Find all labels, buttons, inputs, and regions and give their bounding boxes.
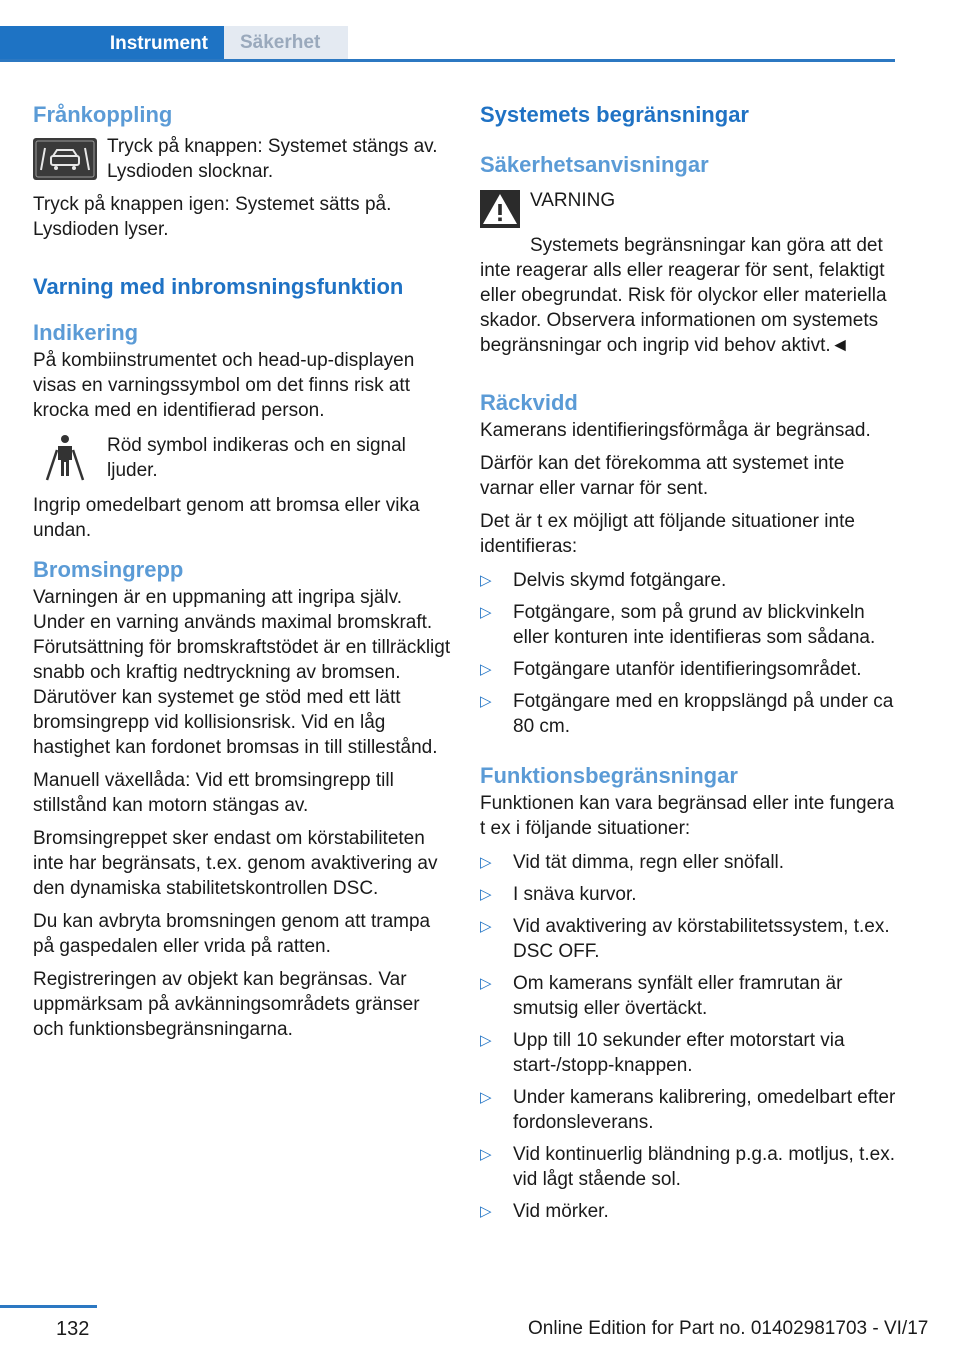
warning-label: VARNING xyxy=(530,190,616,211)
list-item: ▷ Vid tät dimma, regn eller snöfall. xyxy=(480,852,785,873)
paragraph: Varningen är en uppmaning att ingripa själv. Under en varning används maximal bromskraft. Förutsättning för bromskraftstödet är en tillräckligt snabb och kraftig nedtryckning av bromsen. Därutöver kan systemet ge stöd med ett lätt bromsingrepp vid kollisionsrisk. Vid en låg hastighet kan fordonet bromsas in till stillestånd. xyxy=(33,587,451,758)
list-marker-icon: ▷ xyxy=(480,1032,492,1049)
pedestrian-warning-icon xyxy=(33,436,97,480)
paragraph: Därför kan det förekomma att systemet inte varnar eller varnar för sent. xyxy=(480,453,845,499)
section-heading-frankoppling: Frånkoppling xyxy=(33,102,173,127)
footer-rule xyxy=(0,1305,97,1308)
list-item: ▷ Fotgängare, som på grund av blickvinkeln eller konturen inte identifieras som sådana. xyxy=(480,602,876,648)
paragraph: Tryck på knappen igen: Systemet sätts på. Lysdioden lyser. xyxy=(33,194,392,240)
list-marker-icon: ▷ xyxy=(480,604,492,621)
warning-text: Systemets begränsningar kan göra att det inte reagerar alls eller reagerar för sent, felaktigt eller obegrundat. Risk för olyckor eller materiella skador. Observera informationen om systemets begränsningar och ingrip vid behov aktivt.◄ xyxy=(480,235,887,356)
list-item: ▷ Delvis skymd fotgängare. xyxy=(480,570,727,591)
list-marker-icon: ▷ xyxy=(480,1203,492,1220)
paragraph: Manuell växellåda: Vid ett bromsingrepp till stillstånd kan motorn stängas av. xyxy=(33,770,394,816)
list-marker-icon: ▷ xyxy=(480,1146,492,1163)
header-rule xyxy=(0,59,895,62)
list-marker-icon: ▷ xyxy=(480,1089,492,1106)
subheading-sakerhetsanvisningar: Säkerhetsanvisningar xyxy=(480,152,709,177)
paragraph: Det är t ex möjligt att följande situationer inte identifieras: xyxy=(480,511,855,557)
list-item: ▷ Vid mörker. xyxy=(480,1201,609,1222)
edition-note: Online Edition for Part no. 01402981703 - VI/17 xyxy=(528,1318,929,1339)
list-item: ▷ Om kamerans synfält eller framrutan är smutsig eller övertäckt. xyxy=(480,973,843,1019)
page-header xyxy=(0,26,895,62)
paragraph: På kombiinstrumentet och head-up-displayen visas en varningssymbol om det finns risk att krocka med en identifierad person. xyxy=(33,350,415,421)
list-marker-icon: ▷ xyxy=(480,693,492,710)
range-limitations-list xyxy=(480,568,898,739)
subheading-funktionsbegransningar: Funktionsbegränsningar xyxy=(480,763,738,788)
list-item: ▷ Upp till 10 sekunder efter motorstart via start-/stopp-knappen. xyxy=(480,1030,845,1076)
section-heading-begransningar: Systemets begränsningar xyxy=(480,102,749,127)
list-item: ▷ Under kamerans kalibrering, omedelbart efter fordonsleverans. xyxy=(480,1087,896,1133)
tab-instrument[interactable]: Instrument xyxy=(0,26,224,62)
function-limitations-list xyxy=(480,850,898,1224)
paragraph: Bromsingreppet sker endast om körstabiliteten inte har begränsats, t.ex. genom avaktivering av den dynamiska stabilitetskontrollen DSC. xyxy=(33,828,438,899)
symbol-description xyxy=(33,433,451,483)
list-marker-icon: ▷ xyxy=(480,918,492,935)
button-instruction xyxy=(33,134,451,184)
paragraph: Funktionen kan vara begränsad eller inte fungera t ex i följande situationer: xyxy=(480,793,895,839)
right-column xyxy=(480,100,898,1224)
section-heading-varning: Varning med inbromsningsfunktion xyxy=(33,274,404,299)
list-item: ▷ Fotgängare med en kroppslängd på under ca 80 cm. xyxy=(480,691,894,737)
list-marker-icon: ▷ xyxy=(480,572,492,589)
list-item: ▷ Vid avaktivering av körstabilitetssystem, t.ex. DSC OFF. xyxy=(480,916,890,962)
left-column xyxy=(33,100,451,1042)
tab-sakerhet[interactable]: Säkerhet xyxy=(224,26,348,59)
paragraph: Ingrip omedelbart genom att bromsa eller vika undan. xyxy=(33,495,420,541)
subheading-indikering: Indikering xyxy=(33,320,139,345)
pedestrian-warning-button-icon xyxy=(33,137,97,181)
list-item: ▷ I snäva kurvor. xyxy=(480,884,637,905)
paragraph: Du kan avbryta bromsningen genom att trampa på gaspedalen eller vrida på ratten. xyxy=(33,911,431,957)
page-number: 132 xyxy=(56,1318,90,1340)
subheading-bromsingrepp: Bromsingrepp xyxy=(33,557,184,582)
warning-box xyxy=(480,188,898,235)
list-item: ▷ Vid kontinuerlig bländning p.g.a. motljus, t.ex. vid lågt stående sol. xyxy=(480,1144,895,1190)
list-marker-icon: ▷ xyxy=(480,975,492,992)
list-marker-icon: ▷ xyxy=(480,886,492,903)
subheading-rackvidd: Räckvidd xyxy=(480,390,578,415)
list-item: ▷ Fotgängare utanför identifieringsområdet. xyxy=(480,659,862,680)
warning-triangle-icon xyxy=(480,188,522,235)
list-marker-icon: ▷ xyxy=(480,854,492,871)
paragraph: Kamerans identifieringsförmåga är begränsad. xyxy=(480,420,871,441)
paragraph: Registreringen av objekt kan begränsas. Var uppmärksam på avkänningsområdets gränser och funktionsbegränsningarna. xyxy=(33,969,420,1040)
button-instruction-text: Tryck på knappen: Systemet stängs av. Lysdioden slocknar. xyxy=(107,136,438,182)
list-marker-icon: ▷ xyxy=(480,661,492,678)
symbol-description-text: Röd symbol indikeras och en signal ljuder. xyxy=(107,435,406,481)
